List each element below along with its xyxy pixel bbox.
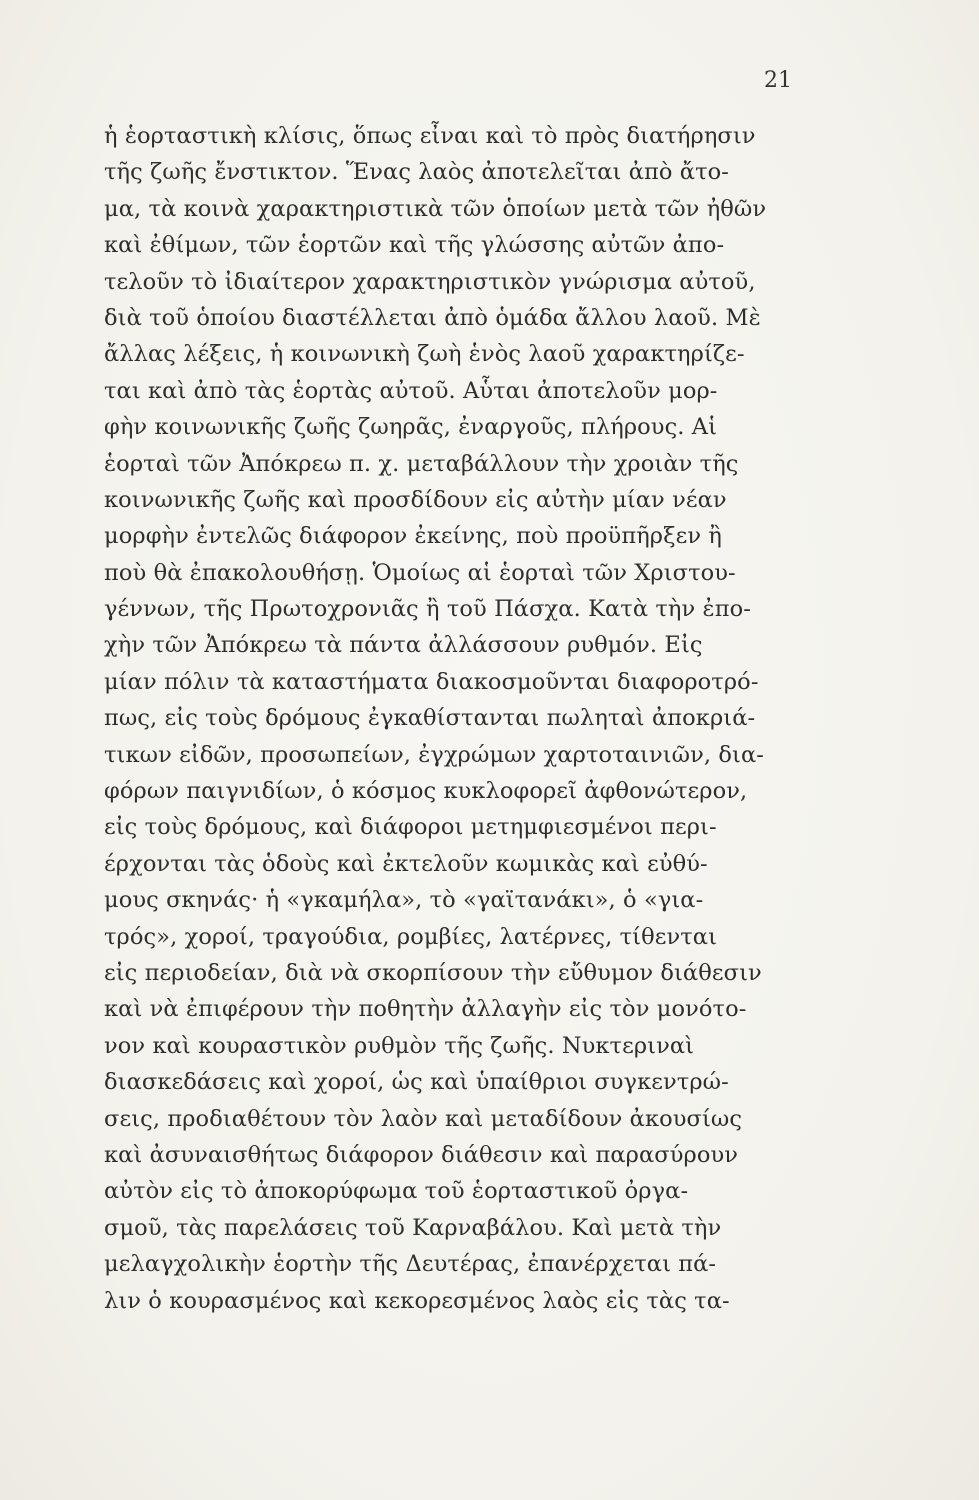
text-line: γέννων, τῆς Πρωτοχρονιᾶς ἢ τοῦ Πάσχα. Κατὰ τὴν ἐπο- <box>104 596 751 623</box>
text-line: σμοῦ, τὰς παρελάσεις τοῦ Καρναβάλου. Καὶ μετὰ τὴν <box>104 1214 722 1241</box>
text-line: ται καὶ ἀπὸ τὰς ἑορτὰς αὐτοῦ. Αὗται ἀποτελοῦν μορ- <box>104 377 718 404</box>
text-line: καὶ ἀσυναισθήτως διάφορον διάθεσιν καὶ παρασύρουν <box>104 1141 739 1168</box>
text-line: κοινωνικῆς ζωῆς καὶ προσδίδουν εἰς αὐτὴν μίαν νέαν <box>104 486 727 513</box>
page-number: 21 <box>764 68 792 93</box>
text-line: καὶ ἐθίμων, τῶν ἑορτῶν καὶ τῆς γλώσσης αὐτῶν ἀπο- <box>104 232 725 259</box>
text-line: τικων εἰδῶν, προσωπείων, ἐγχρώμων χαρτοταινιῶν, δια- <box>104 741 764 768</box>
text-line: πως, εἰς τοὺς δρόμους ἐγκαθίστανται πωληταὶ ἀποκριά- <box>104 705 756 732</box>
text-line: τρός», χοροί, τραγούδια, ρομβίες, λατέρνες, τίθενται <box>104 923 718 950</box>
text-line: ποὺ θὰ ἐπακολουθήσῃ. Ὁμοίως αἱ ἑορταὶ τῶν Χριστου- <box>104 559 736 586</box>
text-line: καὶ νὰ ἐπιφέρουν τὴν ποθητὴν ἀλλαγὴν εἰς τὸν μονότο- <box>104 996 747 1023</box>
text-line: τελοῦν τὸ ἰδιαίτερον χαρακτηριστικὸν γνώρισμα αὐτοῦ, <box>104 268 756 295</box>
text-line: αὐτὸν εἰς τὸ ἀποκορύφωμα τοῦ ἑορταστικοῦ ὀργα- <box>104 1178 689 1205</box>
text-line: νον καὶ κουραστικὸν ρυθμὸν τῆς ζωῆς. Νυκτεριναὶ <box>104 1032 695 1059</box>
text-line: μα, τὰ κοινὰ χαρακτηριστικὰ τῶν ὁποίων μετὰ τῶν ἠθῶν <box>104 195 767 222</box>
text-line: τῆς ζωῆς ἔνστικτον. Ἕνας λαὸς ἀποτελεῖται ἀπὸ ἄτο- <box>104 159 729 186</box>
text-line: μελαγχολικὴν ἑορτὴν τῆς Δευτέρας, ἐπανέρχεται πά- <box>104 1251 717 1278</box>
text-line: μους σκηνάς· ἡ «γκαμήλα», τὸ «γαϊτανάκι», ὁ «για- <box>104 887 704 914</box>
text-line: ἡ ἑορταστικὴ κλίσις, ὅπως εἶναι καὶ τὸ πρὸς διατήρησιν <box>104 123 756 149</box>
body-text <box>104 118 824 1319</box>
text-line: εἰς τοὺς δρόμους, καὶ διάφοροι μετημφιεσμένοι περι- <box>104 814 717 841</box>
text-line: φόρων παιγνιδίων, ὁ κόσμος κυκλοφορεῖ ἀφθονώτερον, <box>104 778 748 805</box>
text-line: διὰ τοῦ ὁποίου διαστέλλεται ἀπὸ ὁμάδα ἄλλου λαοῦ. Μὲ <box>104 304 761 331</box>
text-line: μίαν πόλιν τὰ καταστήματα διακοσμοῦνται διαφοροτρό- <box>104 668 759 695</box>
text-line: μορφὴν ἐντελῶς διάφορον ἐκείνης, ποὺ προϋπῆρξεν ἢ <box>104 523 722 550</box>
text-line: λιν ὁ κουρασμένος καὶ κεκορεσμένος λαὸς εἰς τὰς τα- <box>104 1287 730 1314</box>
text-line: φὴν κοινωνικῆς ζωῆς ζωηρᾶς, ἐναργοῦς, πλήρους. Αἱ <box>104 414 718 441</box>
text-line: ἄλλας λέξεις, ἡ κοινωνικὴ ζωὴ ἑνὸς λαοῦ χαρακτηρίζε- <box>104 341 745 368</box>
text-line: διασκεδάσεις καὶ χοροί, ὡς καὶ ὑπαίθριοι συγκεντρώ- <box>104 1069 729 1096</box>
text-line: εἰς περιοδείαν, διὰ νὰ σκορπίσουν τὴν εὔθυμον διάθεσιν <box>104 959 762 986</box>
text-line: χὴν τῶν Ἀπόκρεω τὰ πάντα ἀλλάσσουν ρυθμόν. Εἰς <box>104 632 703 659</box>
text-line: έρχονται τὰς ὁδοὺς καὶ ἐκτελοῦν κωμικὰς καὶ εὐθύ- <box>104 850 708 877</box>
text-line: ἑορταὶ τῶν Ἀπόκρεω π. χ. μεταβάλλουν τὴν χροιὰν τῆς <box>104 450 739 477</box>
text-line: σεις, προδιαθέτουν τὸν λαὸν καὶ μεταδίδουν ἀκουσίως <box>104 1105 743 1132</box>
